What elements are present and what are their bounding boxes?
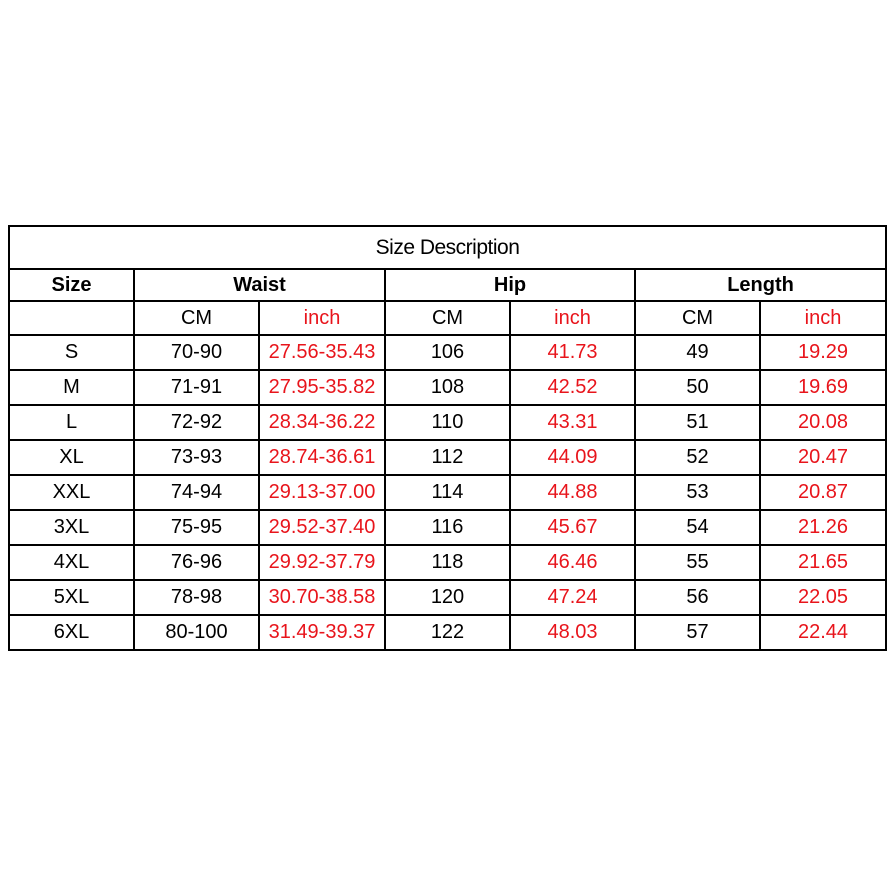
table-row [9,615,886,650]
cell-length-cm: 54 [635,510,760,545]
cell-waist-cm: 80-100 [134,615,259,650]
cell-waist-cm: 71-91 [134,370,259,405]
cell-length-cm: 49 [635,335,760,370]
unit-hip-inch: inch [510,301,635,335]
cell-length-cm: 50 [635,370,760,405]
cell-size: M [9,370,134,405]
cell-hip-inch: 42.52 [510,370,635,405]
cell-waist-inch: 27.56-35.43 [259,335,385,370]
title-row [9,226,886,269]
table-row [9,545,886,580]
cell-waist-cm: 76-96 [134,545,259,580]
cell-waist-inch: 27.95-35.82 [259,370,385,405]
cell-hip-inch: 44.09 [510,440,635,475]
cell-size: 5XL [9,580,134,615]
cell-size: XXL [9,475,134,510]
cell-waist-inch: 30.70-38.58 [259,580,385,615]
cell-length-inch: 22.05 [760,580,886,615]
cell-waist-cm: 78-98 [134,580,259,615]
cell-size: XL [9,440,134,475]
cell-waist-inch: 29.52-37.40 [259,510,385,545]
cell-hip-cm: 120 [385,580,510,615]
cell-size: L [9,405,134,440]
unit-waist-cm: CM [134,301,259,335]
cell-waist-cm: 70-90 [134,335,259,370]
cell-waist-cm: 75-95 [134,510,259,545]
cell-length-inch: 20.47 [760,440,886,475]
cell-hip-inch: 48.03 [510,615,635,650]
cell-length-cm: 55 [635,545,760,580]
unit-hip-cm: CM [385,301,510,335]
cell-length-cm: 57 [635,615,760,650]
size-description-table [8,225,887,651]
cell-length-cm: 56 [635,580,760,615]
cell-waist-cm: 72-92 [134,405,259,440]
cell-waist-cm: 74-94 [134,475,259,510]
cell-length-inch: 20.08 [760,405,886,440]
header-row [9,269,886,301]
cell-size: 4XL [9,545,134,580]
cell-hip-cm: 118 [385,545,510,580]
cell-size: S [9,335,134,370]
table-row [9,510,886,545]
header-hip: Hip [385,269,635,301]
cell-waist-inch: 28.74-36.61 [259,440,385,475]
cell-hip-inch: 45.67 [510,510,635,545]
table-row [9,370,886,405]
cell-hip-cm: 110 [385,405,510,440]
table-row [9,475,886,510]
cell-size: 3XL [9,510,134,545]
cell-hip-cm: 114 [385,475,510,510]
cell-length-inch: 21.65 [760,545,886,580]
cell-length-inch: 20.87 [760,475,886,510]
cell-waist-inch: 29.92-37.79 [259,545,385,580]
cell-waist-inch: 29.13-37.00 [259,475,385,510]
cell-size: 6XL [9,615,134,650]
table-row [9,440,886,475]
table-title: Size Description [9,226,886,269]
cell-length-cm: 52 [635,440,760,475]
cell-hip-cm: 112 [385,440,510,475]
cell-length-cm: 53 [635,475,760,510]
cell-waist-inch: 31.49-39.37 [259,615,385,650]
cell-hip-inch: 47.24 [510,580,635,615]
cell-hip-inch: 43.31 [510,405,635,440]
cell-hip-inch: 44.88 [510,475,635,510]
header-waist: Waist [134,269,385,301]
table-row [9,405,886,440]
cell-hip-inch: 41.73 [510,335,635,370]
cell-hip-inch: 46.46 [510,545,635,580]
table-row [9,580,886,615]
cell-hip-cm: 106 [385,335,510,370]
unit-waist-inch: inch [259,301,385,335]
header-size: Size [9,269,134,301]
cell-hip-cm: 116 [385,510,510,545]
cell-length-inch: 19.69 [760,370,886,405]
cell-length-inch: 21.26 [760,510,886,545]
unit-blank [9,301,134,335]
unit-length-inch: inch [760,301,886,335]
cell-length-inch: 19.29 [760,335,886,370]
cell-hip-cm: 108 [385,370,510,405]
unit-row [9,301,886,335]
cell-waist-inch: 28.34-36.22 [259,405,385,440]
header-length: Length [635,269,886,301]
cell-length-inch: 22.44 [760,615,886,650]
cell-waist-cm: 73-93 [134,440,259,475]
cell-hip-cm: 122 [385,615,510,650]
cell-length-cm: 51 [635,405,760,440]
unit-length-cm: CM [635,301,760,335]
table-row [9,335,886,370]
table-body [9,226,886,650]
